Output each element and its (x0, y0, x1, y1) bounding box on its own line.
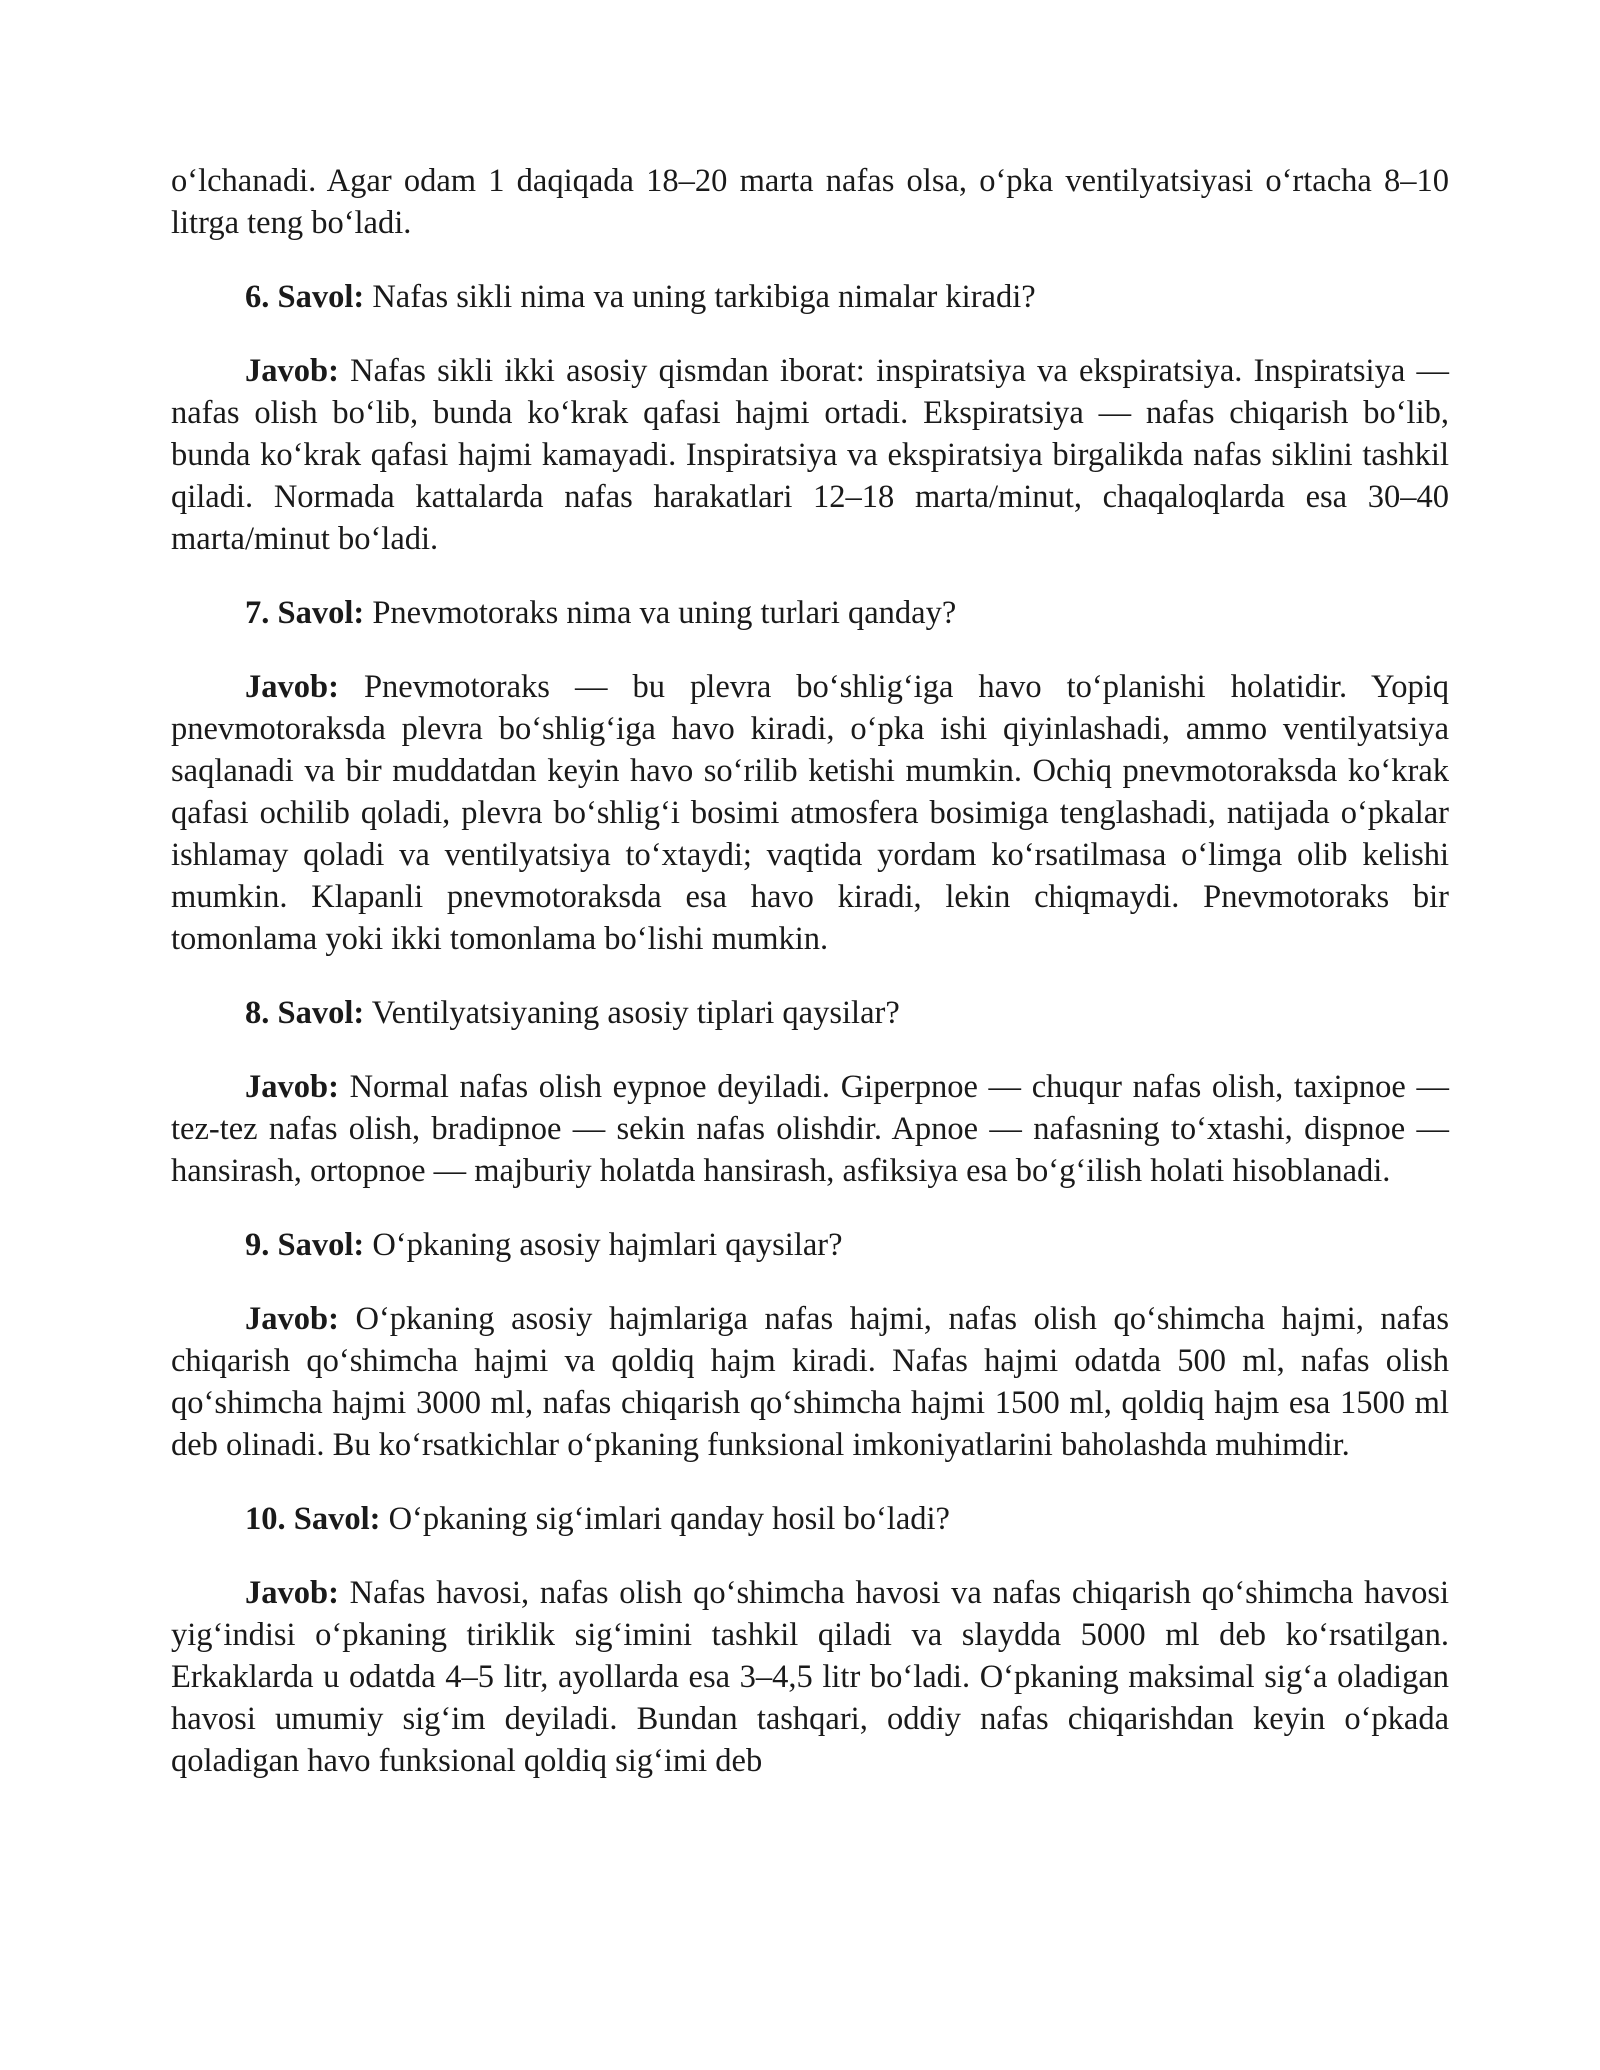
answer-label: Javob: (245, 1301, 339, 1337)
answer-6 (171, 350, 1449, 560)
question-text: O‘pkaning asosiy hajmlari qaysilar? (364, 1227, 843, 1263)
document-page (171, 160, 1449, 1814)
answer-label: Javob: (245, 353, 339, 389)
question-label: 8. Savol: (245, 995, 365, 1031)
answer-10 (171, 1572, 1449, 1782)
answer-7 (171, 666, 1449, 960)
question-text: Ventilyatsiyaning asosiy tiplari qaysilar? (364, 995, 900, 1031)
question-label: 10. Savol: (245, 1501, 381, 1537)
question-text: Nafas sikli nima va uning tarkibiga nimalar kiradi? (364, 279, 1036, 315)
answer-text: Pnevmotoraks — bu plevra bo‘shlig‘iga havo to‘planishi holatidir. Yopiq pnevmotoraksda plevra bo‘shlig‘iga havo kiradi, o‘pka ishi qiyinlashadi, ammo ventilyatsiya saqlanadi va bir muddatdan keyin havo so‘rilib ketishi mumkin. Ochiq pnevmotoraksda ko‘krak qafasi ochilib qoladi, plevra bo‘shlig‘i bosimi atmosfera bosimiga tenglashadi, natijada o‘pkalar ishlamay qoladi va ventilyatsiya to‘xtaydi; vaqtida yordam ko‘rsatilmasa o‘limga olib kelishi mumkin. Klapanli pnevmotoraksda esa havo kiradi, lekin chiqmaydi. Pnevmotoraks bir tomonlama yoki ikki tomonlama bo‘lishi mumkin. (171, 669, 1449, 957)
question-7 (171, 592, 1449, 634)
answer-8 (171, 1066, 1449, 1192)
answer-text: Normal nafas olish eypnoe deyiladi. Giperpnoe — chuqur nafas olish, taxipnoe — tez-tez nafas olish, bradipnoe — sekin nafas olishdir. Apnoe — nafasning to‘xtashi, dispnoe — hansirash, ortopnoe — majburiy holatda hansirash, asfiksiya esa bo‘g‘ilish holati hisoblanadi. (171, 1069, 1449, 1189)
answer-text: Nafas havosi, nafas olish qo‘shimcha havosi va nafas chiqarish qo‘shimcha havosi yig‘indisi o‘pkaning tiriklik sig‘imini tashkil qiladi va slaydda 5000 ml deb ko‘rsatilgan. Erkaklarda u odatda 4–5 litr, ayollarda esa 3–4,5 litr bo‘ladi. O‘pkaning maksimal sig‘a oladigan havosi umumiy sig‘im deyiladi. Bundan tashqari, oddiy nafas chiqarishdan keyin o‘pkada qoladigan havo funksional qoldiq sig‘imi deb (171, 1575, 1449, 1779)
question-label: 6. Savol: (245, 279, 365, 315)
answer-text: O‘pkaning asosiy hajmlariga nafas hajmi, nafas olish qo‘shimcha hajmi, nafas chiqarish qo‘shimcha hajmi va qoldiq hajm kiradi. Nafas hajmi odatda 500 ml, nafas olish qo‘shimcha hajmi 3000 ml, nafas chiqarish qo‘shimcha hajmi 1500 ml, qoldiq hajm esa 1500 ml deb olinadi. Bu ko‘rsatkichlar o‘pkaning funksional imkoniyatlarini baholashda muhimdir. (171, 1301, 1449, 1463)
intro-paragraph: o‘lchanadi. Agar odam 1 daqiqada 18–20 marta nafas olsa, o‘pka ventilyatsiyasi o‘rtacha 8–10 litrga teng bo‘ladi. (171, 163, 1449, 241)
question-label: 7. Savol: (245, 595, 365, 631)
question-6 (171, 276, 1449, 318)
question-8 (171, 992, 1449, 1034)
question-10 (171, 1498, 1449, 1540)
answer-label: Javob: (245, 1069, 339, 1105)
question-label: 9. Savol: (245, 1227, 365, 1263)
answer-label: Javob: (245, 669, 339, 705)
question-9 (171, 1224, 1449, 1266)
question-text: Pnevmotoraks nima va uning turlari qanday? (364, 595, 957, 631)
answer-text: Nafas sikli ikki asosiy qismdan iborat: inspiratsiya va ekspiratsiya. Inspiratsiya — nafas olish bo‘lib, bunda ko‘krak qafasi hajmi ortadi. Ekspiratsiya — nafas chiqarish bo‘lib, bunda ko‘krak qafasi hajmi kamayadi. Inspiratsiya va ekspiratsiya birgalikda nafas siklini tashkil qiladi. Normada kattalarda nafas harakatlari 12–18 marta/minut, chaqaloqlarda esa 30–40 marta/minut bo‘ladi. (171, 353, 1449, 557)
answer-label: Javob: (245, 1575, 339, 1611)
answer-9 (171, 1298, 1449, 1466)
question-text: O‘pkaning sig‘imlari qanday hosil bo‘ladi? (380, 1501, 950, 1537)
